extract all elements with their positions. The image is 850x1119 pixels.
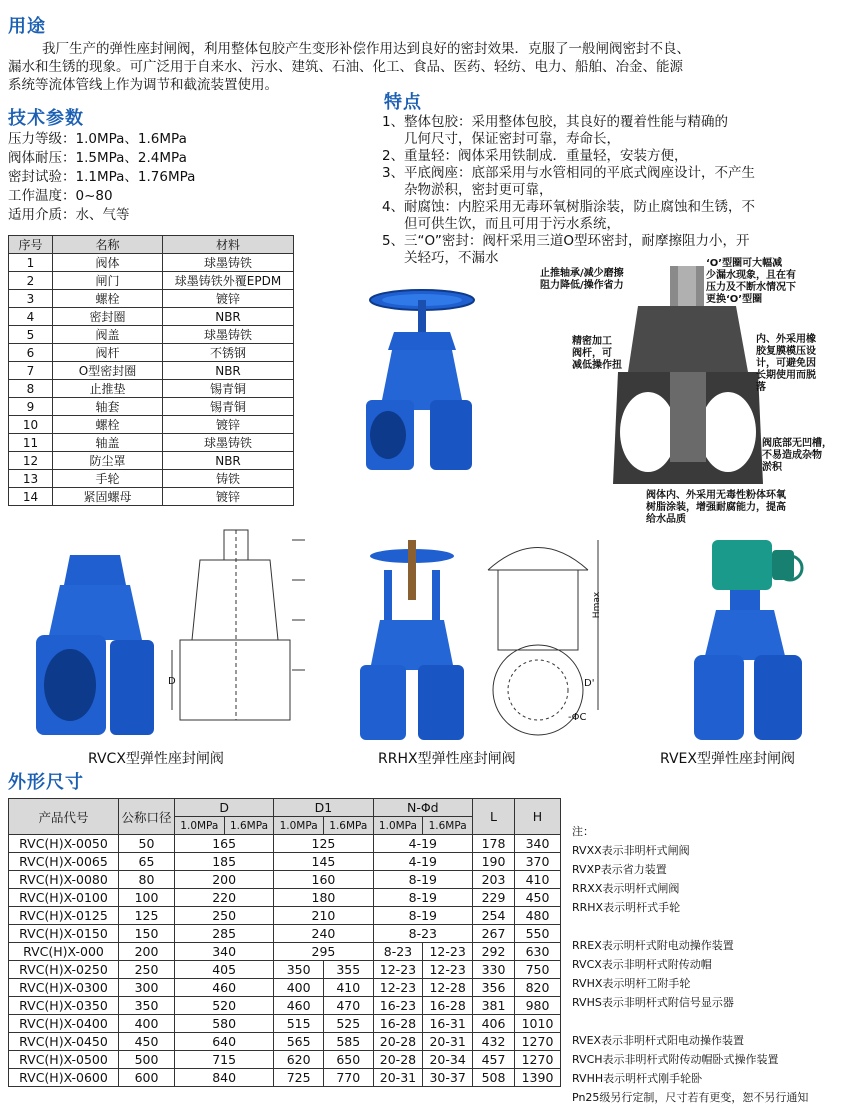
usage-line-1: 我厂生产的弹性座封闸阀，利用整体包胶产生变形补偿作用达到良好的密封效果．克服了一般闸阀密封不良、 (42, 41, 690, 57)
table-cell: 4-19 (373, 853, 472, 871)
valve-photo-rvex (690, 540, 815, 745)
table-cell: 250 (175, 907, 274, 925)
cutaway-note-bottom (762, 438, 832, 474)
table-cell: 400 (274, 979, 324, 997)
usage-line-2: 漏水和生锈的现象。可广泛用于自来水、污水、建筑、石油、化工、食品、医药、轻纺、电力、船舶、冶金、能源 (8, 59, 683, 75)
table-row (9, 290, 294, 308)
table-row (9, 344, 294, 362)
features-list (382, 114, 842, 267)
feature-item (382, 148, 842, 165)
note-line: 阻力降低/操作省力 (540, 280, 624, 291)
table-cell: 240 (274, 925, 373, 943)
table-cell: RVC(H)X-0400 (9, 1015, 119, 1033)
table-cell: 1 (9, 254, 53, 272)
notes-block (572, 822, 844, 1107)
table-cell: 80 (119, 871, 175, 889)
note-line: 止推轴承/减少磨擦 (540, 268, 624, 279)
col-header-n: N-Φd (373, 799, 472, 817)
table-cell: 阀盖 (53, 326, 163, 344)
col-subheader: 1.0MPa (373, 817, 423, 835)
usage-line-3: 系统等流体管线上作为调节和截流装置使用。 (8, 77, 278, 93)
notes-head: 注： (572, 825, 594, 838)
feature-item (382, 199, 842, 233)
table-cell: 2 (9, 272, 53, 290)
note-line: ‘O’型圈可大幅减 (706, 258, 783, 269)
table-cell: 镀锌 (163, 488, 294, 506)
table-row (9, 961, 561, 979)
table-cell: 406 (473, 1015, 515, 1033)
tech-params (8, 130, 195, 225)
table-row (9, 925, 561, 943)
feature-text (404, 114, 728, 148)
feature-line: 杂物淤积，密封更可靠， (404, 182, 553, 198)
feature-line: 关轻巧，不漏水 (404, 250, 499, 266)
table-row (9, 434, 294, 452)
feature-line: 平底阀座：底部采用与水管相同的平底式阀座设计，不产生 (404, 165, 755, 181)
note-line: 给水品质 (646, 514, 686, 525)
table-cell: 356 (473, 979, 515, 997)
table-cell: 480 (515, 907, 561, 925)
note-line: RRXX表示明杆式闸阀 (572, 882, 680, 895)
table-cell: 球墨铸铁 (163, 254, 294, 272)
note-line: RVXX表示非明杆式闸阀 (572, 844, 690, 857)
table-cell: 200 (119, 943, 175, 961)
table-row (9, 943, 561, 961)
table-cell: 600 (119, 1069, 175, 1087)
table-cell: RVC(H)X-0500 (9, 1051, 119, 1069)
note-line: 阀杆，可 (572, 348, 612, 359)
note-line: 计，可避免因 (756, 358, 816, 369)
table-cell: 轴盖 (53, 434, 163, 452)
table-cell: 770 (323, 1069, 373, 1087)
feature-line: 耐腐蚀：内腔采用无毒环氧树脂涂装，防止腐蚀和生锈，不 (404, 199, 755, 215)
table-cell: 565 (274, 1033, 324, 1051)
table-row (9, 308, 294, 326)
note-line: RVEX表示非明杆式阳电动操作装置 (572, 1034, 745, 1047)
table-cell: 阀杆 (53, 344, 163, 362)
tech-param: 阀体耐压：1.5MPa、2.4MPa (8, 150, 187, 166)
caption-rvex: RVEX型弹性座封闸阀 (660, 751, 795, 767)
table-cell: 450 (119, 1033, 175, 1051)
table-cell: 4-19 (373, 835, 472, 853)
table-cell: 200 (175, 871, 274, 889)
cutaway-note-oring (706, 258, 796, 306)
table-cell: 防尘罩 (53, 452, 163, 470)
table-cell: 螺栓 (53, 290, 163, 308)
usage-title: 用途 (8, 16, 46, 37)
table-cell: 340 (515, 835, 561, 853)
table-cell: 515 (274, 1015, 324, 1033)
table-cell: 840 (175, 1069, 274, 1087)
table-cell: 185 (175, 853, 274, 871)
table-cell: 190 (473, 853, 515, 871)
col-subheader: 1.6MPa (323, 817, 373, 835)
table-cell: 12-23 (373, 979, 423, 997)
table-cell: 1270 (515, 1051, 561, 1069)
table-cell: RVC(H)X-0150 (9, 925, 119, 943)
table-row (9, 997, 561, 1015)
table-cell: RVC(H)X-0100 (9, 889, 119, 907)
feature-text (404, 148, 688, 165)
note-line: 淤积 (762, 462, 782, 473)
col-header-name: 名称 (53, 236, 163, 254)
feature-line: 重量轻：阀体采用铁制成．重量轻，安装方便， (404, 148, 688, 164)
table-cell: 6 (9, 344, 53, 362)
table-cell: 381 (473, 997, 515, 1015)
col-subheader: 1.6MPa (423, 817, 473, 835)
table-cell: 292 (473, 943, 515, 961)
col-header-code: 产品代号 (9, 799, 119, 835)
note-line: RVXP表示省力装置 (572, 863, 667, 876)
table-cell: NBR (163, 362, 294, 380)
feature-line: 整体包胶：采用整体包胶，其良好的覆着性能与精确的 (404, 114, 728, 130)
note-line: RVCX表示非明杆式附传动帽 (572, 958, 712, 971)
table-cell: 9 (9, 398, 53, 416)
feature-number: 2、 (382, 148, 405, 164)
note-line: 长期使用而脱 (756, 370, 816, 381)
col-header-l: L (473, 799, 515, 835)
table-cell: 螺栓 (53, 416, 163, 434)
table-cell: 8 (9, 380, 53, 398)
table-cell: 65 (119, 853, 175, 871)
table-cell: 紧固螺母 (53, 488, 163, 506)
table-cell: 50 (119, 835, 175, 853)
table-row (9, 835, 561, 853)
note-line (572, 917, 844, 936)
note-line: Pn25级另行定制，尺寸若有更变，恕不另行通知 (572, 1091, 809, 1104)
tech-title: 技术参数 (8, 108, 84, 129)
feature-item (382, 165, 842, 199)
table-cell: 432 (473, 1033, 515, 1051)
note-line: 不易造成杂物 (762, 450, 822, 461)
note-line: 压力及不断水情况下 (706, 282, 796, 293)
table-cell: 20-31 (373, 1069, 423, 1087)
table-cell: 250 (119, 961, 175, 979)
table-cell: 650 (323, 1051, 373, 1069)
table-row (9, 272, 294, 290)
table-cell: RVC(H)X-0050 (9, 835, 119, 853)
table-cell: 球墨铸铁 (163, 434, 294, 452)
feature-line: 几何尺寸，保证密封可靠，寿命长， (404, 131, 620, 147)
col-subheader: 1.6MPa (224, 817, 274, 835)
table-cell: 锡青铜 (163, 380, 294, 398)
note-line: 胶复膜模压设 (756, 346, 816, 357)
drawing-rvcx (170, 520, 315, 745)
table-cell: 457 (473, 1051, 515, 1069)
table-cell: 铸铁 (163, 470, 294, 488)
materials-header-row (9, 236, 294, 254)
table-cell: 13 (9, 470, 53, 488)
table-row (9, 416, 294, 434)
table-cell: 520 (175, 997, 274, 1015)
caption-rvcx: RVCX型弹性座封闸阀 (88, 751, 224, 767)
table-cell: 350 (274, 961, 324, 979)
table-cell: 10 (9, 416, 53, 434)
table-cell: 12-23 (373, 961, 423, 979)
table-cell: 550 (515, 925, 561, 943)
table-cell: 16-31 (423, 1015, 473, 1033)
table-cell: 585 (323, 1033, 373, 1051)
table-cell: 229 (473, 889, 515, 907)
note-line: 树脂涂装，增强耐腐能力，提高 (646, 502, 786, 513)
table-cell: 165 (175, 835, 274, 853)
cutaway-note-rubber (756, 334, 816, 394)
table-cell: 阀体 (53, 254, 163, 272)
table-cell: 100 (119, 889, 175, 907)
table-row (9, 380, 294, 398)
materials-table (8, 235, 294, 506)
table-cell: RVC(H)X-0350 (9, 997, 119, 1015)
table-row (9, 1069, 561, 1087)
note-line: RVCH表示非明杆式附传动帽卧式操作装置 (572, 1053, 779, 1066)
table-cell: 20-34 (423, 1051, 473, 1069)
feature-number: 3、 (382, 165, 405, 181)
table-cell: 350 (119, 997, 175, 1015)
table-cell: 125 (119, 907, 175, 925)
table-cell: 330 (473, 961, 515, 979)
feature-number: 4、 (382, 199, 405, 215)
table-cell: 725 (274, 1069, 324, 1087)
table-cell: 470 (323, 997, 373, 1015)
feature-number: 5、 (382, 233, 405, 249)
col-header-no: 序号 (9, 236, 53, 254)
table-cell: 4 (9, 308, 53, 326)
table-cell: 410 (515, 871, 561, 889)
table-row (9, 889, 561, 907)
table-cell: 20-31 (423, 1033, 473, 1051)
table-cell: 镀锌 (163, 416, 294, 434)
table-cell: 630 (515, 943, 561, 961)
table-cell: 370 (515, 853, 561, 871)
table-cell: RVC(H)X-0600 (9, 1069, 119, 1087)
table-cell: 405 (175, 961, 274, 979)
table-cell: 闸门 (53, 272, 163, 290)
table-cell: 410 (323, 979, 373, 997)
drawing-label-phic: -ΦC (568, 712, 587, 723)
table-cell: 8-19 (373, 871, 472, 889)
table-cell: 508 (473, 1069, 515, 1087)
table-cell: 203 (473, 871, 515, 889)
table-cell: 8-19 (373, 889, 472, 907)
drawing-label-d: D (168, 676, 176, 687)
table-cell: 300 (119, 979, 175, 997)
table-cell: 340 (175, 943, 274, 961)
table-cell: 止推垫 (53, 380, 163, 398)
table-cell: RVC(H)X-0125 (9, 907, 119, 925)
note-line: 少漏水现象，且在有 (706, 270, 796, 281)
table-cell: 14 (9, 488, 53, 506)
table-cell: 1270 (515, 1033, 561, 1051)
table-cell: 145 (274, 853, 373, 871)
table-cell: 球墨铸铁 (163, 326, 294, 344)
table-cell: 20-28 (373, 1033, 423, 1051)
caption-rrhx: RRHX型弹性座封闸阀 (378, 751, 516, 767)
table-cell: RVC(H)X-0250 (9, 961, 119, 979)
valve-photo-rvcx (30, 545, 160, 740)
cutaway-note-stem (572, 336, 622, 372)
valve-photo-main (352, 280, 484, 480)
table-cell: 球墨铸铁外覆EPDM (163, 272, 294, 290)
note-line: RVHH表示明杆式刚手轮卧 (572, 1072, 703, 1085)
table-cell: 12-23 (423, 943, 473, 961)
feature-number: 1、 (382, 114, 405, 130)
table-cell: 355 (323, 961, 373, 979)
table-cell: 160 (274, 871, 373, 889)
table-cell: RVC(H)X-0450 (9, 1033, 119, 1051)
table-cell: 8-23 (373, 925, 472, 943)
table-cell: 16-28 (423, 997, 473, 1015)
col-header-dn: 公称口径 (119, 799, 175, 835)
table-cell: 11 (9, 434, 53, 452)
table-cell: 620 (274, 1051, 324, 1069)
table-cell: 8-19 (373, 907, 472, 925)
cutaway-note-coating (646, 490, 786, 526)
col-header-h: H (515, 799, 561, 835)
feature-line: 但可供生饮，而且可用于污水系统， (404, 216, 620, 232)
tech-param: 适用介质：水、气等 (8, 207, 130, 223)
cutaway-note-thrust (540, 268, 624, 292)
table-row (9, 979, 561, 997)
table-cell: 220 (175, 889, 274, 907)
table-cell: 178 (473, 835, 515, 853)
table-cell: RVC(H)X-0065 (9, 853, 119, 871)
note-line (572, 1012, 844, 1031)
table-cell: NBR (163, 452, 294, 470)
table-cell: 640 (175, 1033, 274, 1051)
table-cell: 1010 (515, 1015, 561, 1033)
table-cell: 16-23 (373, 997, 423, 1015)
table-cell: 12-28 (423, 979, 473, 997)
dims-header-row (9, 799, 561, 817)
col-subheader: 1.0MPa (274, 817, 324, 835)
table-cell: 267 (473, 925, 515, 943)
table-row (9, 398, 294, 416)
table-cell: 580 (175, 1015, 274, 1033)
tech-param: 压力等级：1.0MPa、1.6MPa (8, 131, 187, 147)
table-row (9, 470, 294, 488)
table-row (9, 362, 294, 380)
col-header-d1: D1 (274, 799, 373, 817)
table-cell: 500 (119, 1051, 175, 1069)
table-cell: O型密封圈 (53, 362, 163, 380)
table-cell: 460 (175, 979, 274, 997)
table-cell: 254 (473, 907, 515, 925)
dimensions-title: 外形尺寸 (8, 772, 84, 793)
table-row (9, 1033, 561, 1051)
table-cell: 手轮 (53, 470, 163, 488)
table-cell: 20-28 (373, 1051, 423, 1069)
table-cell: 锡青铜 (163, 398, 294, 416)
table-cell: 1390 (515, 1069, 561, 1087)
note-line: RRHX表示明杆式手轮 (572, 901, 681, 914)
col-subheader: 1.0MPa (175, 817, 225, 835)
table-cell: 12-23 (423, 961, 473, 979)
note-line: 更换‘O’型圈 (706, 294, 763, 305)
table-cell: 400 (119, 1015, 175, 1033)
table-row (9, 1051, 561, 1069)
table-cell: 750 (515, 961, 561, 979)
table-row (9, 254, 294, 272)
table-cell: 12 (9, 452, 53, 470)
note-line: RVHS表示非明杆式附信号显示器 (572, 996, 734, 1009)
table-cell: 5 (9, 326, 53, 344)
table-row (9, 488, 294, 506)
tech-param: 工作温度：0~80 (8, 188, 113, 204)
table-cell: 715 (175, 1051, 274, 1069)
feature-line: 三“O”密封：阀杆采用三道O型环密封，耐摩擦阻力小，开 (404, 233, 750, 249)
note-line: RVHX表示明杆工附手轮 (572, 977, 691, 990)
table-cell: 轴套 (53, 398, 163, 416)
table-cell: 460 (274, 997, 324, 1015)
note-line: 减低操作扭 (572, 360, 622, 371)
table-row (9, 326, 294, 344)
table-cell: RVC(H)X-000 (9, 943, 119, 961)
note-line: 阀体内、外采用无毒性粉体环氧 (646, 490, 786, 501)
note-line: 阀底部无凹槽， (762, 438, 832, 449)
table-cell: RVC(H)X-0080 (9, 871, 119, 889)
table-cell: 不锈钢 (163, 344, 294, 362)
col-header-d: D (175, 799, 274, 817)
table-cell: 180 (274, 889, 373, 907)
table-row (9, 907, 561, 925)
table-cell: 7 (9, 362, 53, 380)
table-row (9, 1015, 561, 1033)
table-cell: 125 (274, 835, 373, 853)
drawing-label-hmax: Hmax (592, 591, 603, 619)
note-line: RREX表示明杆式附电动操作装置 (572, 939, 734, 952)
table-cell: 980 (515, 997, 561, 1015)
table-cell: 525 (323, 1015, 373, 1033)
table-cell: 150 (119, 925, 175, 943)
table-cell: 820 (515, 979, 561, 997)
features-title: 特点 (384, 92, 422, 113)
table-row (9, 871, 561, 889)
feature-item (382, 114, 842, 148)
dimensions-table (8, 798, 561, 1087)
feature-text (404, 165, 755, 199)
valve-photo-rrhx (354, 540, 470, 745)
table-cell: RVC(H)X-0300 (9, 979, 119, 997)
note-line: 精密加工 (572, 336, 612, 347)
table-cell: 30-37 (423, 1069, 473, 1087)
table-cell: 285 (175, 925, 274, 943)
table-cell: 8-23 (373, 943, 423, 961)
note-line: 落 (756, 382, 766, 393)
table-cell: 密封圈 (53, 308, 163, 326)
table-cell: 16-28 (373, 1015, 423, 1033)
col-header-material: 材料 (163, 236, 294, 254)
table-cell: 295 (274, 943, 373, 961)
feature-text (404, 199, 755, 233)
tech-param: 密封试验：1.1MPa、1.76MPa (8, 169, 196, 185)
table-cell: 镀锌 (163, 290, 294, 308)
table-row (9, 452, 294, 470)
note-line: 内、外采用橡 (756, 334, 816, 345)
table-cell: NBR (163, 308, 294, 326)
drawing-rrhx (468, 530, 608, 740)
table-cell: 210 (274, 907, 373, 925)
table-cell: 450 (515, 889, 561, 907)
table-row (9, 853, 561, 871)
table-cell: 3 (9, 290, 53, 308)
drawing-label-d2: D' (584, 678, 595, 689)
